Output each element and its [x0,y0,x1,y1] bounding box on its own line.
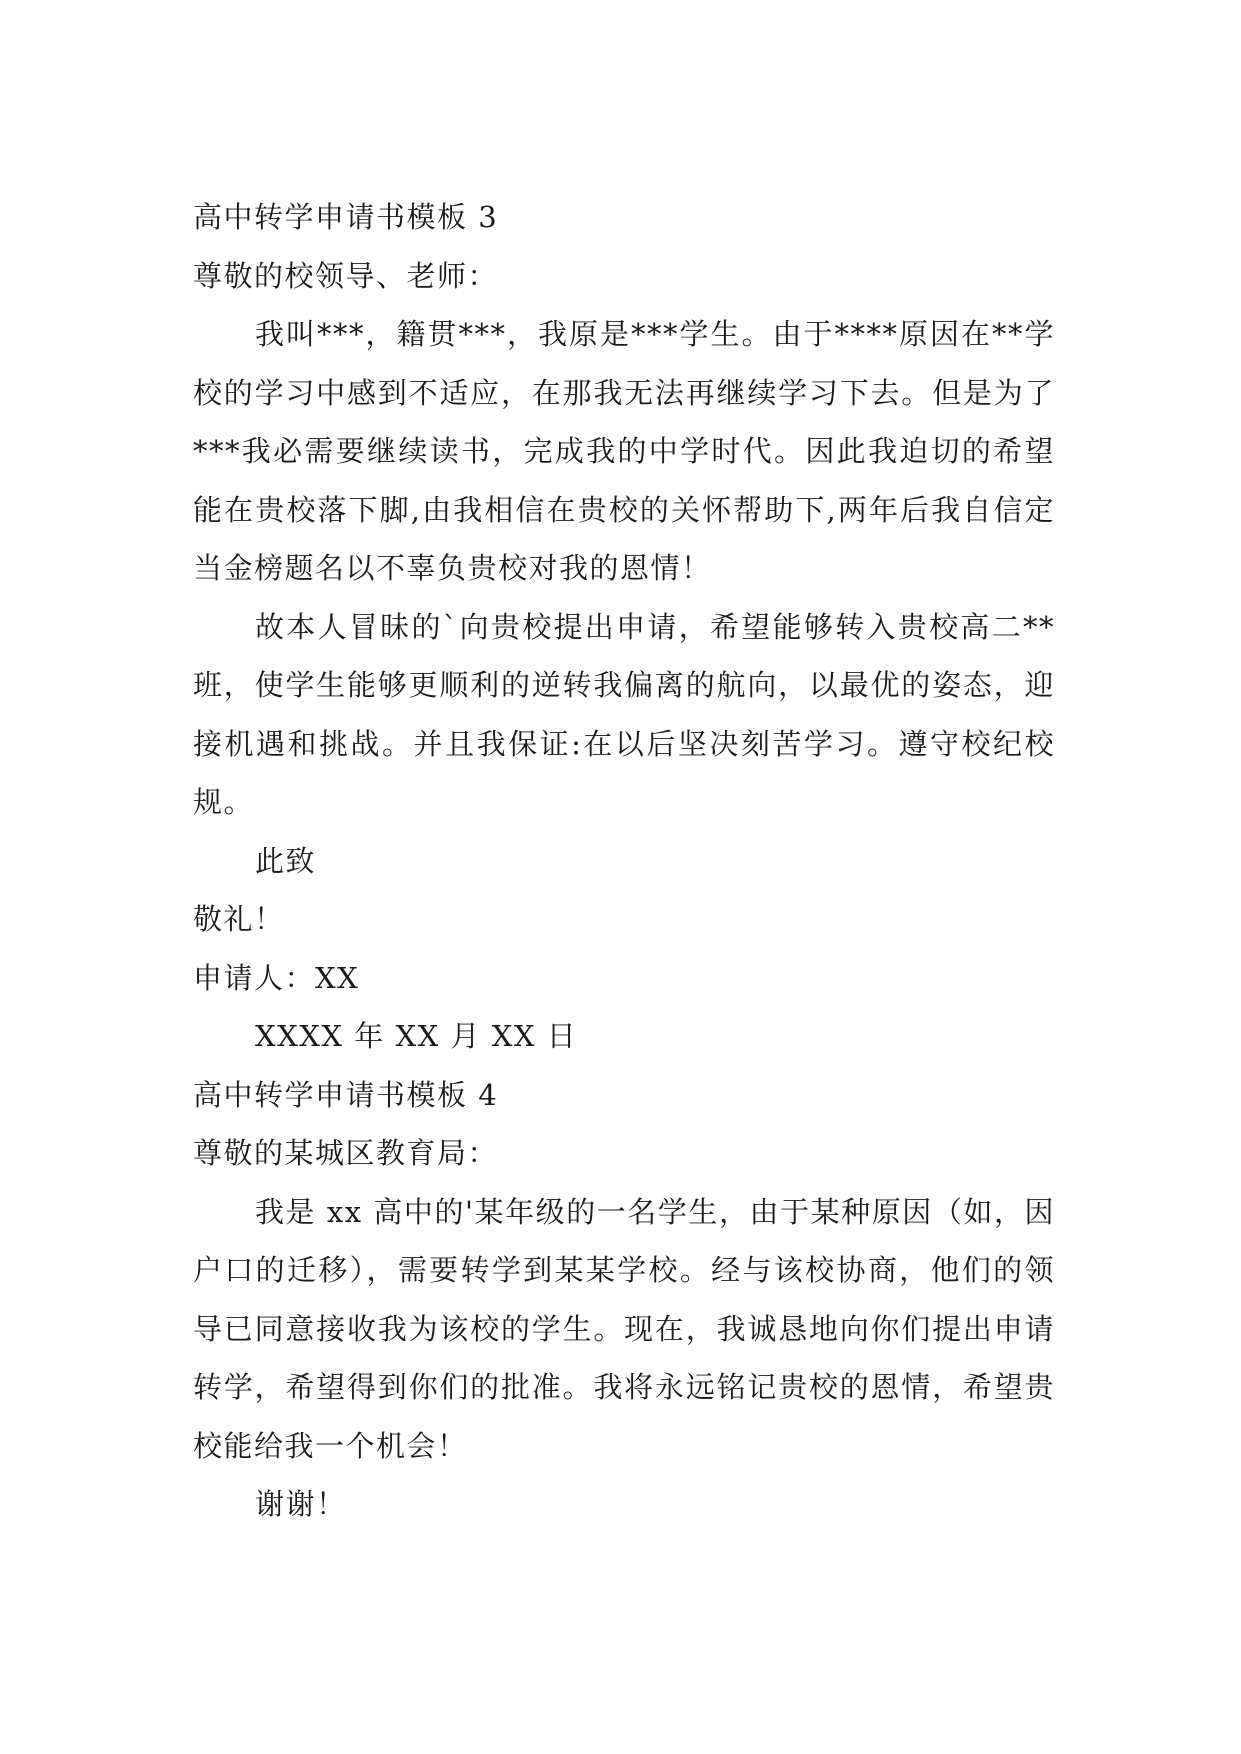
section3-closing-jingli: 敬礼！ [193,902,285,936]
document-body [193,188,1055,1534]
section3-date: XXXX 年 XX 月 XX 日 [255,1019,578,1053]
section3-paragraph-1: 我叫***，籍贯***，我原是***学生。由于****原因在**学校的学习中感到不适应，在那我无法再继续学习下去。但是为了***我必需要继续读书，完成我的中学时代。因此我迫切的希望能在贵校落下脚,由我相信在贵校的关怀帮助下,两年后我自信定当金榜题名以不辜负贵校对我的恩情！ [193,317,1055,585]
section3-salutation: 尊敬的校领导、老师： [193,258,499,293]
section3-closing-cizhi: 此致 [255,843,317,878]
section4-closing-thanks: 谢谢！ [255,1487,347,1521]
section3-applicant: 申请人：XX [193,960,360,995]
section4-title: 高中转学申请书模板 4 [193,1077,499,1112]
section3-title: 高中转学申请书模板 3 [193,200,499,234]
section4-paragraph-1: 我是 xx 高中的'某年级的一名学生，由于某种原因（如，因户口的迁移），需要转学到某某学校。经与该校协商，他们的领导已同意接收我为该校的学生。现在，我诚恳地向你们提出申请转学，希望得到你们的批准。我将永远铭记贵校的恩情，希望贵校能给我一个机会！ [193,1194,1055,1463]
section4-salutation: 尊敬的某城区教育局： [193,1136,499,1170]
section3-paragraph-2: 故本人冒昧的`向贵校提出申请，希望能够转入贵校高二**班，使学生能够更顺利的逆转我偏离的航向，以最优的姿态，迎接机遇和挑战。并且我保证:在以后坚决刻苦学习。遵守校纪校规。 [193,609,1055,819]
